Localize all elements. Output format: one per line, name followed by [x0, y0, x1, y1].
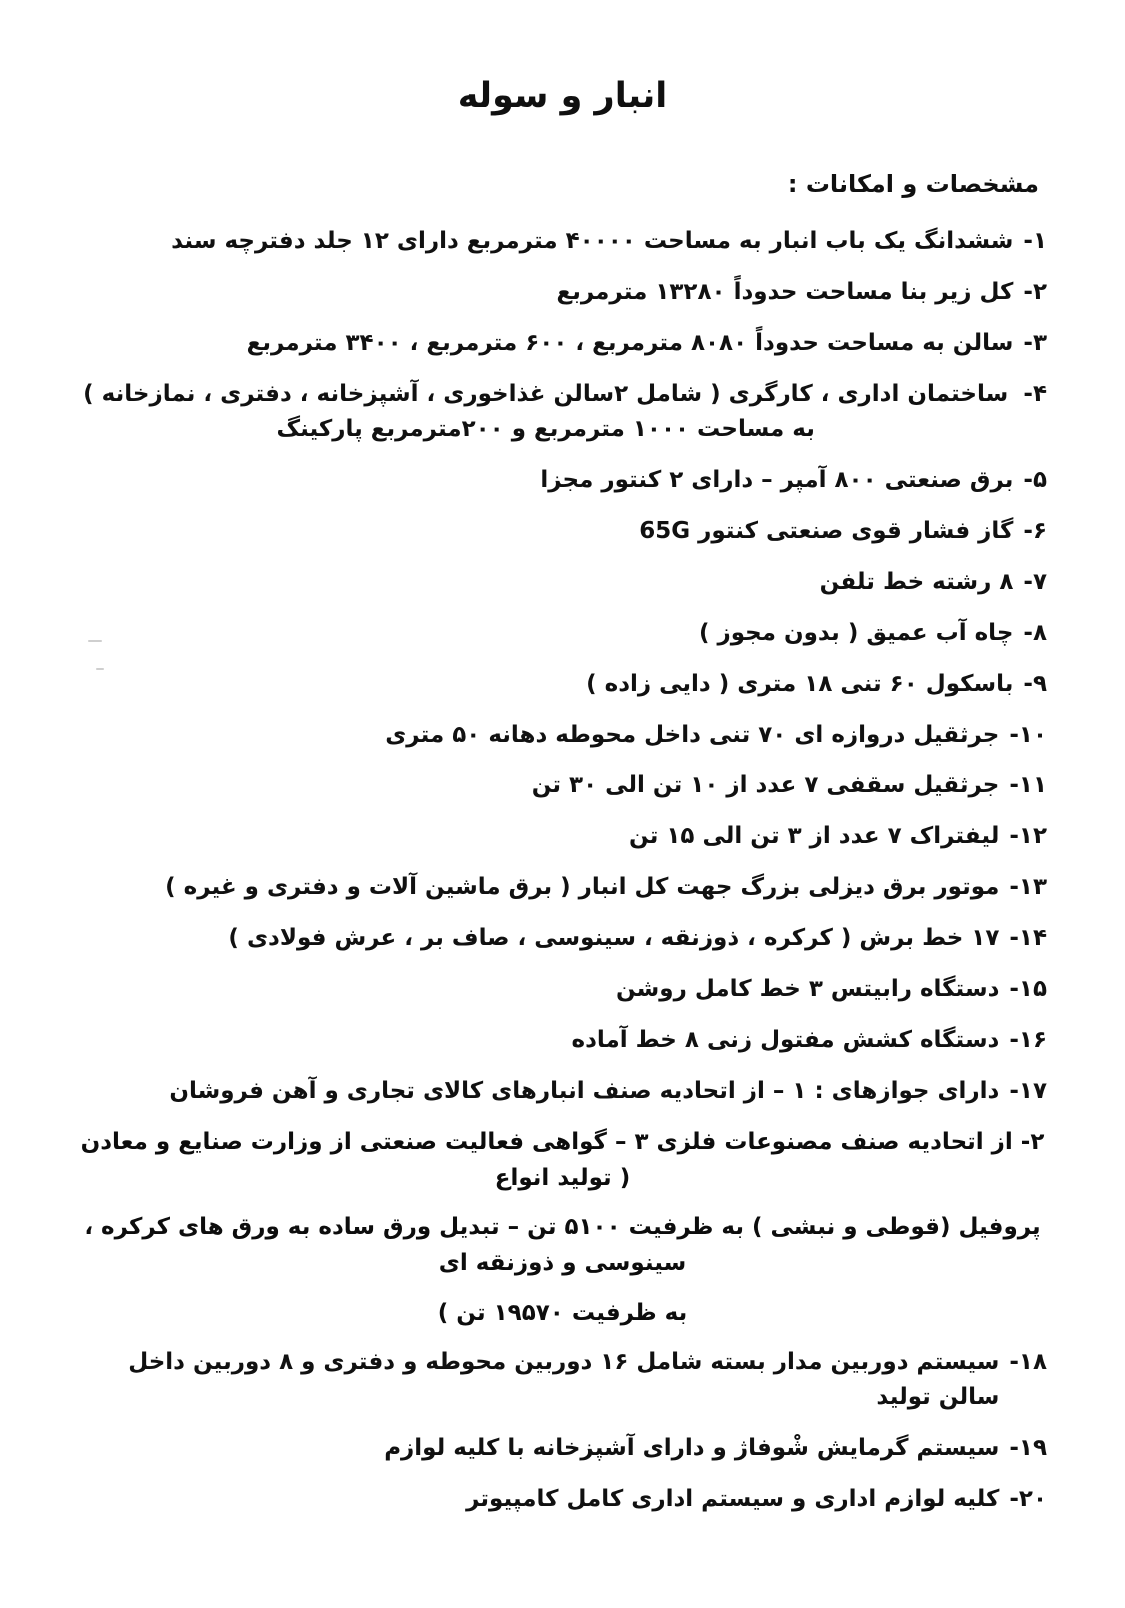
list-item-text: ۱۷ خط برش ( کرکره ، ذوزنقه ، سینوسی ، صاف بر ، عرش فولادی )	[228, 925, 1000, 952]
list-item-text: چاه آب عمیق ( بدون مجوز )	[698, 619, 1014, 646]
list-item-text: برق صنعتی ۸۰۰ آمپر – دارای ۲ کنتور مجزا	[540, 466, 1014, 493]
specifications-list	[78, 224, 1047, 1109]
list-item-number: ۵-	[1023, 466, 1047, 493]
list-item-text: موتور برق دیزلی بزرگ جهت کل انبار ( برق ماشین آلات و دفتری و غیره )	[165, 874, 1000, 901]
list-item	[78, 1431, 1047, 1466]
license-continuation-line: به ظرفیت ۱۹۵۷۰ تن )	[437, 1299, 688, 1326]
license-continuation-line: ۲- از اتحادیه صنف مصنوعات فلزی ۳ – گواهی فعالیت صنعتی از وزارت صنایع و معادن ( تولید انواع	[80, 1129, 1045, 1191]
list-item-text: ششدانگ یک باب انبار به مساحت ۴۰۰۰۰ مترمربع دارای ۱۲ جلد دفترچه سند	[171, 228, 1014, 254]
list-item	[78, 972, 1047, 1007]
list-item-text: جرثقیل سقفی ۷ عدد از ۱۰ تن الی ۳۰ تن	[531, 772, 1000, 799]
list-item-number: ۳-	[1023, 329, 1047, 356]
page-title: انبار و سوله	[457, 76, 668, 116]
list-item-text: جرثقیل دروازه ای ۷۰ تنی داخل محوطه دهانه ۵۰ متری	[385, 721, 1000, 748]
list-item	[78, 921, 1047, 956]
list-item-number: ۱۶-	[1009, 1027, 1047, 1054]
list-item	[78, 1482, 1047, 1517]
list-item	[78, 1345, 1047, 1415]
list-item-number: ۱۷-	[1009, 1078, 1047, 1105]
list-item-text: باسکول ۶۰ تنی ۱۸ متری ( دایی زاده )	[586, 670, 1014, 697]
list-item-text: گاز فشار قوی صنعتی کنتور 65G	[639, 517, 1014, 544]
section-label: مشخصات و امکانات :	[787, 170, 1039, 198]
scan-artifact-2	[96, 668, 104, 670]
list-item	[78, 463, 1047, 498]
list-item-text: دستگاه رابیتس ۳ خط کامل روشن	[615, 976, 1000, 1003]
list-item-text: کلیه لوازم اداری و سیستم اداری کامل کامپیوتر	[466, 1486, 1000, 1513]
list-item-number: ۱۲-	[1009, 823, 1047, 850]
list-item	[78, 224, 1047, 259]
list-item-text: ساختمان اداری ، کارگری ( شامل ۲سالن غذاخوری ، آشپزخانه ، دفتری ، نمازخانه ) به مساحت ۱۰۰۰ مترمربع و ۲۰۰مترمربع پارکینگ	[83, 380, 1009, 442]
list-item-number: ۹-	[1023, 670, 1047, 697]
list-item-number: ۲۰-	[1009, 1486, 1047, 1513]
list-item-text: لیفتراک ۷ عدد از ۳ تن الی ۱۵ تن	[629, 823, 1000, 850]
list-item	[78, 870, 1047, 905]
list-item-number: ۱۸-	[1009, 1349, 1047, 1376]
list-item	[78, 667, 1047, 702]
list-item	[78, 326, 1047, 361]
list-item-number: ۱-	[1023, 228, 1047, 254]
list-item-text: دستگاه کشش مفتول زنی ۸ خط آماده	[571, 1027, 1000, 1054]
list-item-number: ۱۵-	[1009, 976, 1047, 1003]
license-continuation-block	[78, 1125, 1047, 1331]
list-item-number: ۱۱-	[1009, 772, 1047, 799]
list-item	[78, 819, 1047, 854]
list-item-text: کل زیر بنا مساحت حدوداً ۱۳۲۸۰ مترمربع	[556, 278, 1014, 305]
list-item-number: ۱۴-	[1009, 925, 1047, 952]
list-item	[78, 565, 1047, 600]
list-item-text: ۸ رشته خط تلفن	[819, 568, 1014, 595]
list-item-text: سیستم دوربین مدار بسته شامل ۱۶ دوربین محوطه و دفتری و ۸ دوربین داخل سالن تولید	[128, 1349, 1000, 1411]
list-item-number: ۲-	[1023, 278, 1047, 305]
list-item	[78, 275, 1047, 310]
list-item-text: سالن به مساحت حدوداً ۸۰۸۰ مترمربع ، ۶۰۰ مترمربع ، ۳۴۰۰ مترمربع	[246, 329, 1014, 356]
list-item	[78, 718, 1047, 753]
list-item-number: ۱۹-	[1009, 1435, 1047, 1462]
list-item	[78, 1023, 1047, 1058]
list-item	[78, 514, 1047, 549]
list-item	[78, 616, 1047, 651]
list-item-number: ۸-	[1023, 619, 1047, 646]
list-item-number: ۱۳-	[1009, 874, 1047, 901]
list-item	[78, 377, 1047, 447]
list-item-licenses	[78, 1074, 1047, 1109]
list-item-number: ۱۰-	[1009, 721, 1047, 748]
list-item-text: سیستم گرمایش شْوفاژ و دارای آشپزخانه با کلیه لوازم	[384, 1435, 1000, 1462]
license-continuation-line: پروفیل (قوطی و نبشی ) به ظرفیت ۵۱۰۰ تن – تبدیل ورق ساده به ورق های کرکره ، سینوسی و ذوزنقه ای	[84, 1214, 1041, 1277]
scan-artifact	[88, 640, 102, 642]
specifications-list-continued	[78, 1345, 1047, 1517]
list-item-text: دارای جوازهای : ۱ – از اتحادیه صنف انبارهای کالای تجاری و آهن فروشان	[169, 1078, 1000, 1105]
list-item-number: ۶-	[1023, 517, 1047, 544]
list-item	[78, 768, 1047, 803]
list-item-number: ۷-	[1023, 568, 1047, 595]
list-item-number: ۴-	[1023, 380, 1047, 407]
